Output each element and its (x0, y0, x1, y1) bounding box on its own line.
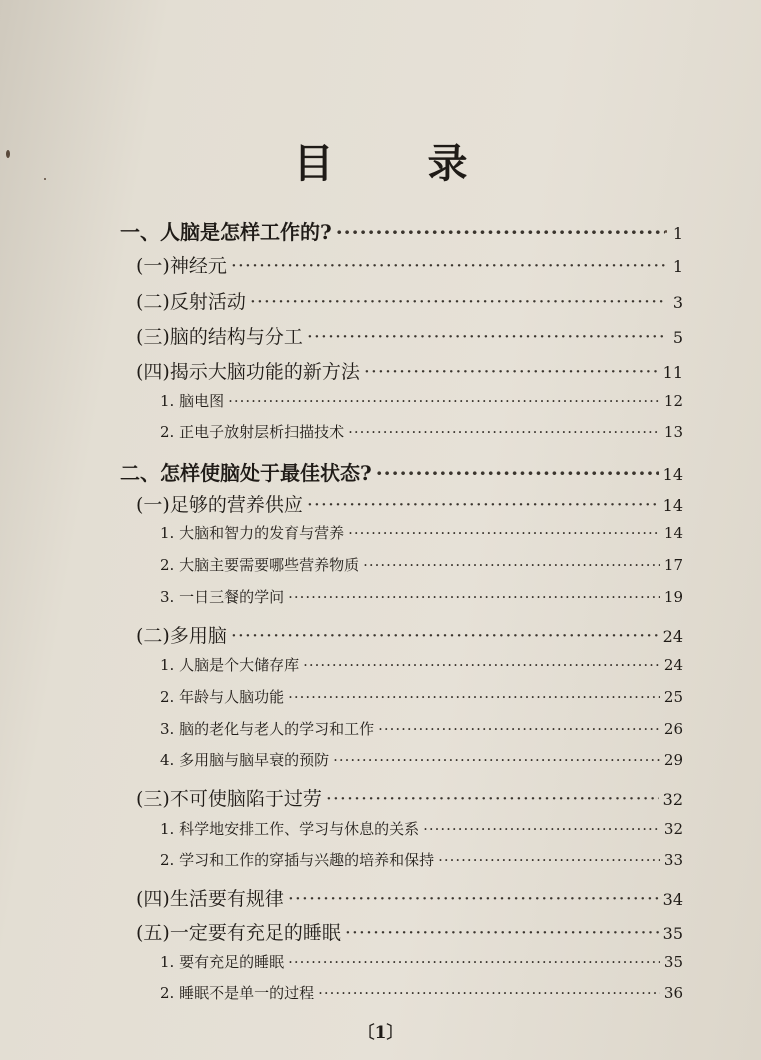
toc-entry-label: 2. 大脑主要需要哪些营养物质 (160, 556, 360, 574)
toc-entry-page: 34 (662, 890, 683, 909)
toc-entry-page: 11 (662, 363, 683, 382)
toc-entry (136, 884, 683, 911)
dot-leader (336, 220, 665, 244)
toc-entry-page: 17 (663, 556, 683, 574)
toc-entry-label: 3. 脑的老化与老人的学习和工作 (160, 720, 375, 738)
toc-entry (160, 718, 683, 739)
toc-entry-label: (五)一定要有充足的睡眠 (136, 922, 341, 944)
dot-leader (307, 326, 665, 348)
toc-entry (136, 357, 683, 384)
toc-entry (160, 654, 683, 675)
toc-entry-label: 二、怎样使脑处于最佳状态? (120, 461, 372, 485)
dot-leader (333, 751, 660, 769)
page-title: 目 录 (293, 140, 508, 187)
dot-leader (318, 984, 660, 1002)
toc-entry-page: 25 (663, 688, 683, 706)
dot-leader (288, 588, 660, 606)
toc-entry (136, 287, 683, 314)
toc-entry-page: 13 (663, 423, 683, 441)
toc-entry-page: 19 (663, 588, 683, 606)
toc-entry-page: 14 (663, 524, 683, 542)
toc-entry-page: 33 (663, 851, 683, 869)
toc-entry-label: 1. 科学地安排工作、学习与休息的关系 (160, 820, 420, 838)
toc-entry (136, 918, 683, 945)
toc-entry-page: 35 (662, 924, 683, 943)
dot-leader (348, 423, 660, 441)
toc-entry-label: (三)脑的结构与分工 (136, 326, 303, 348)
toc-entry (136, 621, 683, 648)
toc-entry (160, 390, 683, 411)
dot-leader (348, 524, 660, 542)
dot-leader (307, 494, 659, 516)
toc-entry-label: 1. 人脑是个大储存库 (160, 656, 300, 674)
dot-leader (423, 820, 660, 838)
toc-entry-label: 3. 一日三餐的学问 (160, 588, 285, 606)
toc-entry-page: 1 (672, 224, 683, 243)
toc-entry-page: 14 (662, 465, 683, 484)
toc-entry-label: (一)足够的营养供应 (136, 494, 303, 516)
toc-entry (120, 457, 683, 486)
toc-entry-page: 5 (672, 328, 683, 347)
toc-entry (160, 522, 683, 543)
toc-entry (160, 849, 683, 870)
toc-entry-page: 29 (663, 751, 683, 769)
toc-entry (160, 951, 683, 972)
toc-entry (160, 686, 683, 707)
toc-entry-label: (四)生活要有规律 (136, 888, 284, 910)
dot-leader (363, 556, 660, 574)
toc-entry-label: (一)神经元 (136, 255, 227, 277)
toc-entry-label: 1. 脑电图 (160, 392, 225, 410)
dot-leader (228, 392, 660, 410)
toc-entry (136, 251, 683, 278)
dot-leader (378, 720, 660, 738)
toc-entry-label: (二)反射活动 (136, 291, 246, 313)
toc-entry-page: 3 (672, 293, 683, 312)
dot-leader (376, 461, 659, 485)
toc-entry (136, 784, 683, 811)
toc-entry-label: 2. 年龄与人脑功能 (160, 688, 285, 706)
toc-entry (136, 322, 683, 349)
toc-entry-page: 32 (662, 790, 683, 809)
toc-entry-label: 一、人脑是怎样工作的? (120, 220, 332, 244)
toc-entry-page: 36 (663, 984, 683, 1002)
toc-entry-label: 1. 要有充足的睡眠 (160, 953, 285, 971)
toc-entry-page: 26 (663, 720, 683, 738)
toc-entry-label: 2. 学习和工作的穿插与兴趣的培养和保持 (160, 851, 435, 869)
toc-entry-label: (四)揭示大脑功能的新方法 (136, 361, 360, 383)
page-number-footer: 〔1〕 (357, 1023, 404, 1043)
toc-entry (160, 818, 683, 839)
dot-leader (250, 291, 665, 313)
toc-entry (160, 554, 683, 575)
toc-entry-page: 35 (663, 953, 683, 971)
toc-entry-page: 1 (672, 257, 683, 276)
dot-leader (345, 922, 659, 944)
toc-entry-label: 4. 多用脑与脑早衰的预防 (160, 751, 330, 769)
toc-entry (160, 421, 683, 442)
toc-entry-label: (二)多用脑 (136, 625, 227, 647)
toc-entry-label: 2. 正电子放射层析扫描技术 (160, 423, 345, 441)
toc-entry-page: 24 (663, 656, 683, 674)
toc-entry-page: 14 (662, 496, 683, 515)
dot-leader (364, 361, 659, 383)
toc-entry (160, 982, 683, 1003)
toc-entry (136, 490, 683, 517)
toc-entry (160, 586, 683, 607)
dot-leader (288, 953, 660, 971)
dot-leader (326, 788, 659, 810)
dot-leader (288, 888, 659, 910)
toc-entry-label: (三)不可使脑陷于过劳 (136, 788, 322, 810)
toc-entry (160, 749, 683, 770)
toc-entry-page: 24 (662, 627, 683, 646)
dot-leader (438, 851, 660, 869)
dot-leader (288, 688, 660, 706)
toc-entry-label: 2. 睡眠不是单一的过程 (160, 984, 315, 1002)
toc-entry (120, 216, 683, 245)
toc-entry-page: 32 (663, 820, 683, 838)
dot-leader (231, 255, 665, 277)
toc-entry-label: 1. 大脑和智力的发育与营养 (160, 524, 345, 542)
dot-leader (303, 656, 660, 674)
toc-entry-page: 12 (663, 392, 683, 410)
dot-leader (231, 625, 659, 647)
